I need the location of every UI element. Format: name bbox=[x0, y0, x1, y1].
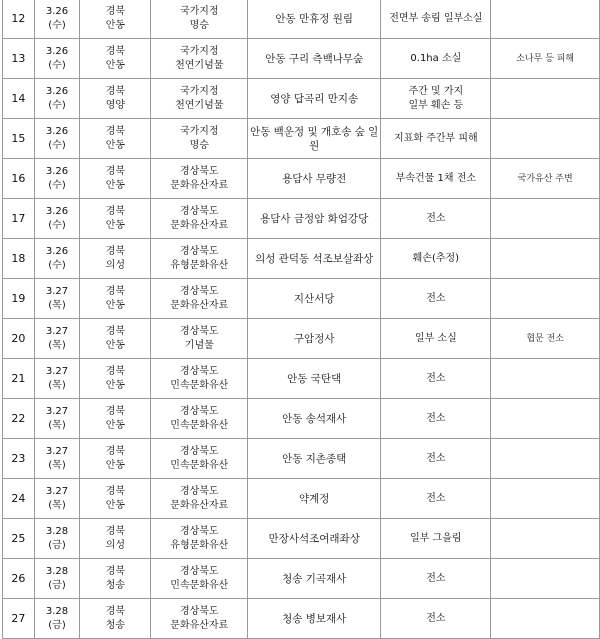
note-cell bbox=[491, 199, 600, 239]
name: 안동 만휴정 원림 bbox=[275, 12, 354, 25]
city: 안동 bbox=[105, 59, 126, 71]
date: 3.26 bbox=[45, 85, 69, 97]
name: 용담사 무량전 bbox=[282, 172, 347, 185]
heritage-type: 명승 bbox=[189, 19, 209, 31]
date-cell bbox=[34, 279, 79, 319]
row-number bbox=[3, 79, 35, 119]
designation: 경상북도 bbox=[179, 565, 219, 577]
damage: 지표화 주간부 피해 bbox=[394, 132, 478, 144]
date: 3.27 bbox=[45, 405, 69, 417]
region-cell bbox=[80, 199, 151, 239]
damage-cell bbox=[381, 119, 491, 159]
heritage-name-cell bbox=[248, 279, 381, 319]
date-cell bbox=[34, 319, 79, 359]
row-number bbox=[3, 279, 35, 319]
region-cell bbox=[80, 0, 151, 39]
province: 경북 bbox=[105, 125, 126, 137]
region-cell bbox=[80, 239, 151, 279]
heritage-type: 기념물 bbox=[184, 339, 214, 351]
table-row bbox=[3, 599, 600, 639]
province: 경북 bbox=[105, 565, 126, 577]
name: 지산서당 bbox=[293, 292, 335, 305]
weekday: (목) bbox=[48, 459, 66, 471]
province: 경북 bbox=[105, 5, 126, 17]
city: 안동 bbox=[105, 379, 126, 391]
province: 경북 bbox=[105, 525, 126, 537]
row-number bbox=[3, 359, 35, 399]
damage-cell bbox=[381, 39, 491, 79]
no: 27 bbox=[11, 611, 26, 625]
row-number bbox=[3, 399, 35, 439]
city: 의성 bbox=[105, 539, 126, 551]
table-row bbox=[3, 0, 600, 39]
damage: 전소 bbox=[426, 492, 446, 504]
weekday: (목) bbox=[48, 499, 66, 511]
city: 안동 bbox=[105, 139, 126, 151]
province: 경북 bbox=[105, 405, 126, 417]
weekday: (수) bbox=[48, 139, 66, 151]
name: 구암정사 bbox=[293, 332, 335, 345]
damage-cell bbox=[381, 79, 491, 119]
note-cell bbox=[491, 319, 600, 359]
note-cell bbox=[491, 479, 600, 519]
table-row bbox=[3, 199, 600, 239]
province: 경북 bbox=[105, 245, 126, 257]
province: 경북 bbox=[105, 165, 126, 177]
designation: 국가지정 bbox=[179, 5, 219, 17]
date-cell bbox=[34, 399, 79, 439]
no: 12 bbox=[11, 11, 26, 25]
province: 경북 bbox=[105, 45, 126, 57]
designation: 경상북도 bbox=[179, 605, 219, 617]
date-cell bbox=[34, 159, 79, 199]
no: 15 bbox=[11, 131, 26, 145]
damage-cell bbox=[381, 319, 491, 359]
no: 24 bbox=[11, 491, 26, 505]
category-cell bbox=[151, 439, 248, 479]
weekday: (목) bbox=[48, 299, 66, 311]
province: 경북 bbox=[105, 605, 126, 617]
designation: 경상북도 bbox=[179, 405, 219, 417]
city: 안동 bbox=[105, 299, 126, 311]
category-cell bbox=[151, 0, 248, 39]
heritage-name-cell bbox=[248, 519, 381, 559]
table-row bbox=[3, 279, 600, 319]
row-number bbox=[3, 159, 35, 199]
date-cell bbox=[34, 559, 79, 599]
no: 26 bbox=[11, 571, 26, 585]
city: 안동 bbox=[105, 339, 126, 351]
category-cell bbox=[151, 319, 248, 359]
heritage-type: 문화유산자료 bbox=[170, 179, 229, 191]
damage: 전소 bbox=[426, 612, 446, 624]
name: 안동 지촌종택 bbox=[282, 452, 347, 465]
note: 협문 전소 bbox=[526, 333, 564, 344]
city: 안동 bbox=[105, 419, 126, 431]
province: 경북 bbox=[105, 365, 126, 377]
name: 청송 병보재사 bbox=[282, 612, 347, 625]
region-cell bbox=[80, 439, 151, 479]
category-cell bbox=[151, 199, 248, 239]
heritage-name-cell bbox=[248, 439, 381, 479]
row-number bbox=[3, 239, 35, 279]
no: 14 bbox=[11, 91, 26, 105]
no: 20 bbox=[11, 331, 26, 345]
name: 약계정 bbox=[298, 492, 330, 505]
note-cell bbox=[491, 39, 600, 79]
damage: 주간 및 가지 일부 훼손 등 bbox=[408, 85, 464, 111]
heritage-name-cell bbox=[248, 559, 381, 599]
city: 안동 bbox=[105, 19, 126, 31]
city: 안동 bbox=[105, 459, 126, 471]
weekday: (목) bbox=[48, 339, 66, 351]
row-number bbox=[3, 39, 35, 79]
weekday: (수) bbox=[48, 179, 66, 191]
damage-cell bbox=[381, 279, 491, 319]
heritage-name-cell bbox=[248, 119, 381, 159]
date-cell bbox=[34, 439, 79, 479]
heritage-type: 민속문화유산 bbox=[170, 459, 229, 471]
category-cell bbox=[151, 399, 248, 439]
date-cell bbox=[34, 239, 79, 279]
no: 16 bbox=[11, 171, 26, 185]
heritage-type: 유형문화유산 bbox=[170, 259, 229, 271]
row-number bbox=[3, 519, 35, 559]
damage-cell bbox=[381, 439, 491, 479]
table-row bbox=[3, 359, 600, 399]
weekday: (수) bbox=[48, 99, 66, 111]
date-cell bbox=[34, 0, 79, 39]
no: 19 bbox=[11, 291, 26, 305]
table-row bbox=[3, 479, 600, 519]
date: 3.26 bbox=[45, 45, 69, 57]
category-cell bbox=[151, 79, 248, 119]
city: 청송 bbox=[105, 579, 126, 591]
region-cell bbox=[80, 559, 151, 599]
weekday: (목) bbox=[48, 419, 66, 431]
region-cell bbox=[80, 79, 151, 119]
date: 3.26 bbox=[45, 165, 69, 177]
designation: 경상북도 bbox=[179, 525, 219, 537]
region-cell bbox=[80, 359, 151, 399]
date-cell bbox=[34, 599, 79, 639]
damage: 일부 그을림 bbox=[410, 532, 462, 544]
row-number bbox=[3, 0, 35, 39]
category-cell bbox=[151, 239, 248, 279]
date-cell bbox=[34, 359, 79, 399]
name: 안동 백운정 및 개호송 숲 일 원 bbox=[250, 125, 379, 152]
designation: 경상북도 bbox=[179, 325, 219, 337]
row-number bbox=[3, 479, 35, 519]
heritage-name-cell bbox=[248, 39, 381, 79]
name: 안동 국탄댁 bbox=[287, 372, 342, 385]
table-row bbox=[3, 239, 600, 279]
heritage-name-cell bbox=[248, 399, 381, 439]
no: 21 bbox=[11, 371, 26, 385]
category-cell bbox=[151, 159, 248, 199]
table-row bbox=[3, 439, 600, 479]
designation: 경상북도 bbox=[179, 445, 219, 457]
no: 18 bbox=[11, 251, 26, 265]
note-cell bbox=[491, 239, 600, 279]
damage-cell bbox=[381, 239, 491, 279]
damage-cell bbox=[381, 199, 491, 239]
name: 청송 기곡재사 bbox=[282, 572, 347, 585]
damage: 전면부 송림 일부소실 bbox=[389, 12, 483, 24]
no: 13 bbox=[11, 51, 26, 65]
date-cell bbox=[34, 119, 79, 159]
note-cell bbox=[491, 119, 600, 159]
weekday: (금) bbox=[48, 579, 66, 591]
row-number bbox=[3, 119, 35, 159]
heritage-type: 문화유산자료 bbox=[170, 499, 229, 511]
city: 의성 bbox=[105, 259, 126, 271]
category-cell bbox=[151, 519, 248, 559]
heritage-name-cell bbox=[248, 479, 381, 519]
damage: 전소 bbox=[426, 412, 446, 424]
table-row bbox=[3, 399, 600, 439]
date-cell bbox=[34, 79, 79, 119]
no: 22 bbox=[11, 411, 26, 425]
damage: 전소 bbox=[426, 572, 446, 584]
row-number bbox=[3, 599, 35, 639]
damage: 일부 소실 bbox=[414, 332, 457, 344]
heritage-type: 명승 bbox=[189, 139, 209, 151]
weekday: (금) bbox=[48, 619, 66, 631]
row-number bbox=[3, 319, 35, 359]
damage-cell bbox=[381, 519, 491, 559]
designation: 경상북도 bbox=[179, 365, 219, 377]
date-cell bbox=[34, 199, 79, 239]
weekday: (금) bbox=[48, 539, 66, 551]
date: 3.28 bbox=[45, 565, 69, 577]
city: 안동 bbox=[105, 179, 126, 191]
date: 3.26 bbox=[45, 245, 69, 257]
designation: 국가지정 bbox=[179, 45, 219, 57]
date-cell bbox=[34, 519, 79, 559]
date: 3.26 bbox=[45, 5, 69, 17]
designation: 경상북도 bbox=[179, 205, 219, 217]
damage: 전소 bbox=[426, 212, 446, 224]
damage: 전소 bbox=[426, 452, 446, 464]
damage: 전소 bbox=[426, 292, 446, 304]
category-cell bbox=[151, 599, 248, 639]
category-cell bbox=[151, 279, 248, 319]
damage-cell bbox=[381, 0, 491, 39]
designation: 경상북도 bbox=[179, 245, 219, 257]
damage: 전소 bbox=[426, 372, 446, 384]
no: 23 bbox=[11, 451, 26, 465]
designation: 국가지정 bbox=[179, 125, 219, 137]
heritage-name-cell bbox=[248, 599, 381, 639]
region-cell bbox=[80, 39, 151, 79]
region-cell bbox=[80, 479, 151, 519]
date: 3.27 bbox=[45, 485, 69, 497]
date: 3.27 bbox=[45, 325, 69, 337]
designation: 경상북도 bbox=[179, 485, 219, 497]
date-cell bbox=[34, 479, 79, 519]
damage: 0.1ha 소실 bbox=[410, 52, 462, 64]
region-cell bbox=[80, 279, 151, 319]
heritage-type: 문화유산자료 bbox=[170, 299, 229, 311]
city: 청송 bbox=[105, 619, 126, 631]
category-cell bbox=[151, 39, 248, 79]
table-row bbox=[3, 319, 600, 359]
damage-cell bbox=[381, 399, 491, 439]
table-body bbox=[3, 0, 600, 639]
category-cell bbox=[151, 359, 248, 399]
date: 3.27 bbox=[45, 445, 69, 457]
weekday: (목) bbox=[48, 379, 66, 391]
note-cell bbox=[491, 599, 600, 639]
city: 영양 bbox=[105, 99, 126, 111]
heritage-type: 천연기념물 bbox=[175, 99, 224, 111]
damage-cell bbox=[381, 599, 491, 639]
designation: 경상북도 bbox=[179, 165, 219, 177]
row-number bbox=[3, 559, 35, 599]
damage-cell bbox=[381, 359, 491, 399]
region-cell bbox=[80, 399, 151, 439]
note-cell bbox=[491, 519, 600, 559]
table-row bbox=[3, 159, 600, 199]
date: 3.26 bbox=[45, 205, 69, 217]
heritage-name-cell bbox=[248, 239, 381, 279]
no: 17 bbox=[11, 211, 26, 225]
heritage-name-cell bbox=[248, 0, 381, 39]
damage-cell bbox=[381, 159, 491, 199]
table-row bbox=[3, 39, 600, 79]
heritage-name-cell bbox=[248, 159, 381, 199]
table-row bbox=[3, 119, 600, 159]
note: 국가유산 주변 bbox=[517, 173, 573, 184]
heritage-type: 천연기념물 bbox=[175, 59, 224, 71]
category-cell bbox=[151, 479, 248, 519]
note-cell bbox=[491, 79, 600, 119]
heritage-name-cell bbox=[248, 79, 381, 119]
province: 경북 bbox=[105, 445, 126, 457]
province: 경북 bbox=[105, 325, 126, 337]
note-cell bbox=[491, 399, 600, 439]
name: 용담사 금정암 화엄강당 bbox=[260, 212, 369, 225]
province: 경북 bbox=[105, 285, 126, 297]
damage-cell bbox=[381, 479, 491, 519]
date: 3.28 bbox=[45, 605, 69, 617]
weekday: (수) bbox=[48, 59, 66, 71]
province: 경북 bbox=[105, 85, 126, 97]
heritage-type: 유형문화유산 bbox=[170, 539, 229, 551]
no: 25 bbox=[11, 531, 26, 545]
name: 안동 구리 측백나무숲 bbox=[265, 52, 364, 65]
date-cell bbox=[34, 39, 79, 79]
name: 의성 관덕동 석조보살좌상 bbox=[255, 252, 374, 265]
region-cell bbox=[80, 319, 151, 359]
note-cell bbox=[491, 359, 600, 399]
region-cell bbox=[80, 599, 151, 639]
designation: 경상북도 bbox=[179, 285, 219, 297]
weekday: (수) bbox=[48, 219, 66, 231]
table-row bbox=[3, 559, 600, 599]
name: 만장사석조여래좌상 bbox=[268, 532, 360, 545]
table-row bbox=[3, 519, 600, 559]
damage-cell bbox=[381, 559, 491, 599]
heritage-name-cell bbox=[248, 199, 381, 239]
heritage-type: 문화유산자료 bbox=[170, 219, 229, 231]
table-row bbox=[3, 79, 600, 119]
heritage-damage-table bbox=[2, 0, 600, 639]
heritage-type: 민속문화유산 bbox=[170, 419, 229, 431]
city: 안동 bbox=[105, 219, 126, 231]
damage: 부속건물 1채 전소 bbox=[395, 172, 477, 184]
name: 안동 송석재사 bbox=[282, 412, 347, 425]
date: 3.28 bbox=[45, 525, 69, 537]
row-number bbox=[3, 199, 35, 239]
region-cell bbox=[80, 519, 151, 559]
note-cell bbox=[491, 159, 600, 199]
damage: 훼손(추정) bbox=[412, 252, 460, 264]
designation: 국가지정 bbox=[179, 85, 219, 97]
note: 소나무 등 피해 bbox=[516, 53, 575, 64]
province: 경북 bbox=[105, 205, 126, 217]
note-cell bbox=[491, 439, 600, 479]
row-number bbox=[3, 439, 35, 479]
note-cell bbox=[491, 279, 600, 319]
region-cell bbox=[80, 119, 151, 159]
date: 3.27 bbox=[45, 285, 69, 297]
category-cell bbox=[151, 119, 248, 159]
heritage-type: 민속문화유산 bbox=[170, 379, 229, 391]
category-cell bbox=[151, 559, 248, 599]
weekday: (수) bbox=[48, 19, 66, 31]
date: 3.26 bbox=[45, 125, 69, 137]
city: 안동 bbox=[105, 499, 126, 511]
note-cell bbox=[491, 0, 600, 39]
note-cell bbox=[491, 559, 600, 599]
region-cell bbox=[80, 159, 151, 199]
date: 3.27 bbox=[45, 365, 69, 377]
weekday: (수) bbox=[48, 259, 66, 271]
province: 경북 bbox=[105, 485, 126, 497]
heritage-name-cell bbox=[248, 359, 381, 399]
name: 영양 답곡리 만지송 bbox=[270, 92, 359, 105]
heritage-type: 민속문화유산 bbox=[170, 579, 229, 591]
heritage-type: 문화유산자료 bbox=[170, 619, 229, 631]
heritage-name-cell bbox=[248, 319, 381, 359]
